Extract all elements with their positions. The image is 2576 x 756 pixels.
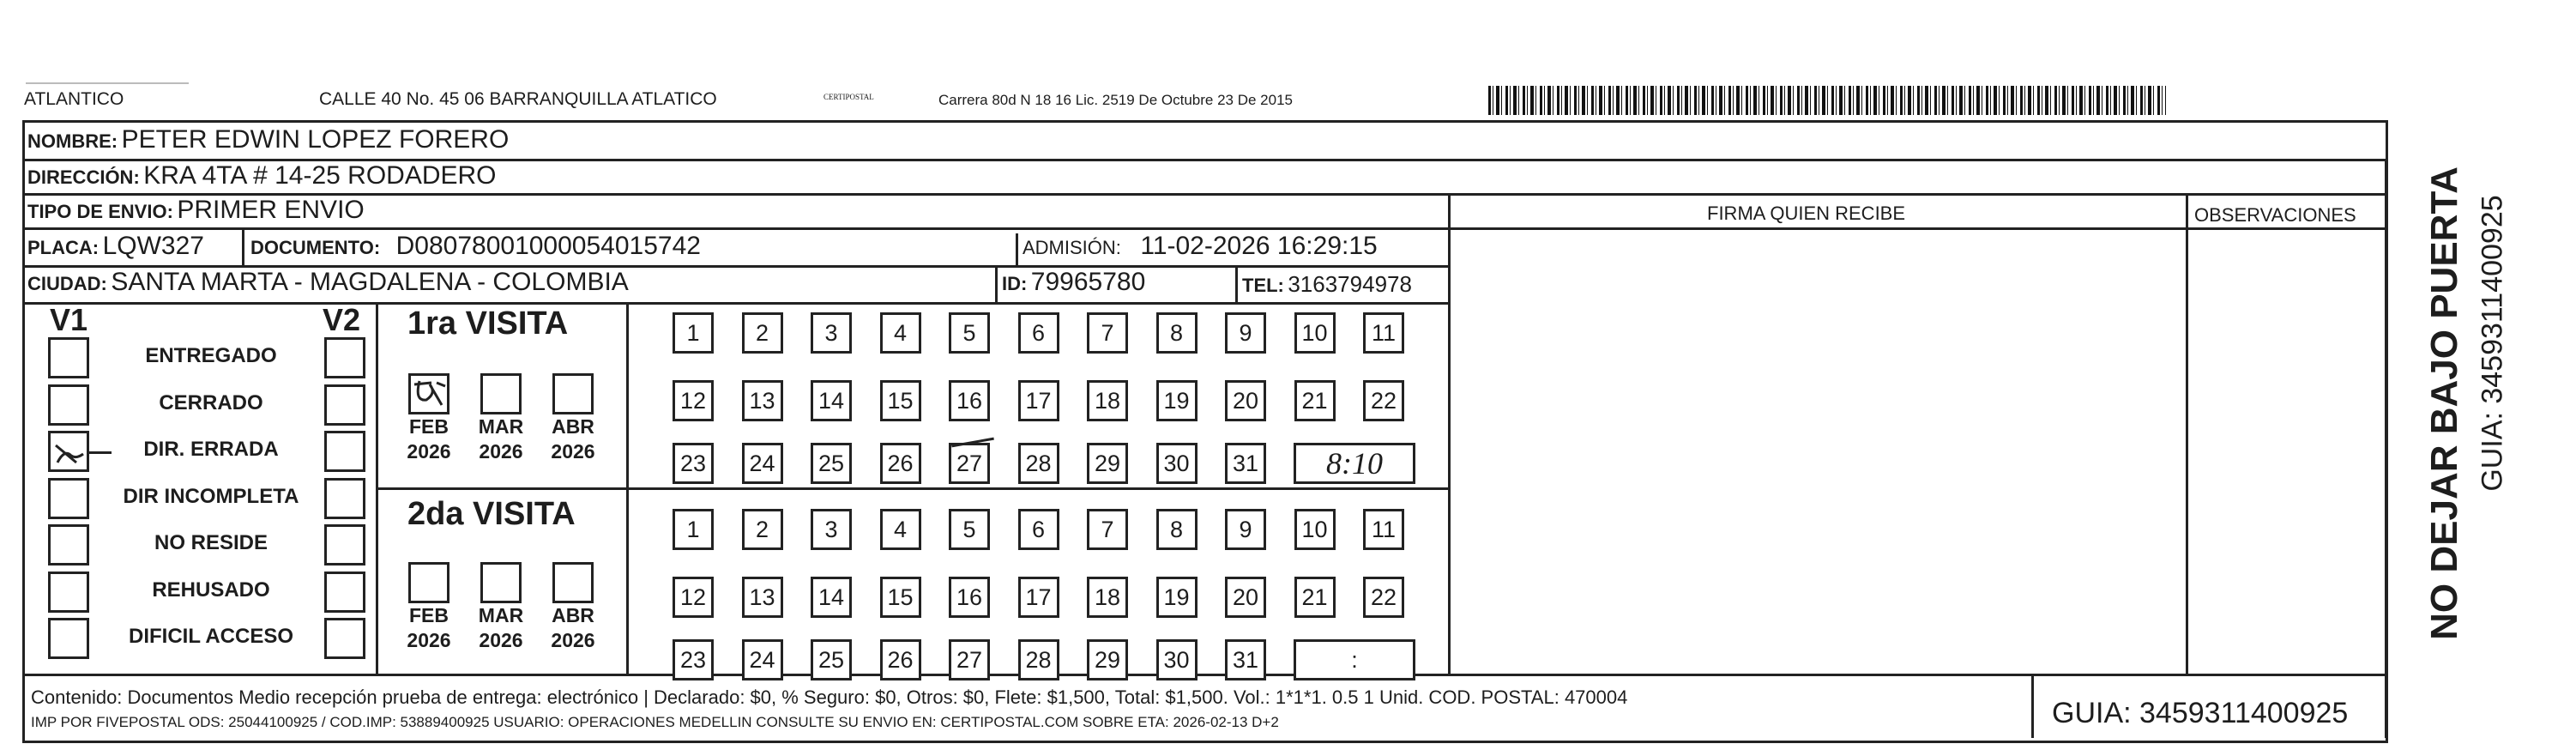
- status-label: ENTREGADO: [145, 344, 277, 367]
- v2-checkbox[interactable]: [324, 524, 365, 565]
- month-name: FEB: [409, 415, 449, 438]
- v2-header: V2: [323, 302, 361, 337]
- day-box[interactable]: 25: [811, 639, 852, 680]
- day-box[interactable]: 29: [1087, 639, 1128, 680]
- region-label: ATLANTICO: [24, 89, 124, 109]
- observaciones-header: OBSERVACIONES: [2194, 204, 2356, 226]
- time-box[interactable]: [1294, 443, 1415, 484]
- day-box[interactable]: 28: [1018, 443, 1059, 484]
- v2-checkbox[interactable]: [324, 478, 365, 519]
- day-box[interactable]: 5: [949, 509, 990, 550]
- status-label: DIR. ERRADA: [143, 438, 279, 461]
- month-year: 2026: [479, 440, 523, 463]
- day-box[interactable]: 15: [880, 577, 921, 618]
- footer-contents: Contenido: Documentos Medio recepción prueba de entrega: electrónico | Declarado: $0, % Seguro: $0, Otros: $0, Flete: $1,500, Total: $1,500. Vol.: 1*1*1. 0.5 1 Unid. COD. POSTAL: 470004: [31, 686, 1628, 708]
- direccion-label: DIRECCIÓN:: [27, 166, 140, 188]
- day-box[interactable]: 8: [1156, 312, 1198, 354]
- day-box[interactable]: 3: [811, 312, 852, 354]
- status-label: REHUSADO: [152, 578, 270, 602]
- time-box[interactable]: [1294, 639, 1415, 680]
- day-box[interactable]: 9: [1225, 509, 1266, 550]
- day-box[interactable]: 12: [673, 380, 714, 421]
- day-box[interactable]: 16: [949, 380, 990, 421]
- month-year: 2026: [551, 440, 595, 463]
- month-checkbox[interactable]: [480, 373, 522, 414]
- day-box[interactable]: 19: [1156, 577, 1198, 618]
- time-placeholder: :: [1351, 646, 1358, 673]
- day-box[interactable]: 26: [880, 443, 921, 484]
- day-box[interactable]: 29: [1087, 443, 1128, 484]
- day-box[interactable]: 17: [1018, 577, 1059, 618]
- month-name: FEB: [409, 604, 449, 626]
- day-box[interactable]: 6: [1018, 312, 1059, 354]
- day-box[interactable]: 22: [1363, 577, 1404, 618]
- v2-checkbox[interactable]: [324, 431, 365, 472]
- header-divider: [26, 82, 189, 84]
- day-box[interactable]: 5: [949, 312, 990, 354]
- day-box[interactable]: 12: [673, 577, 714, 618]
- day-box[interactable]: 13: [742, 577, 783, 618]
- day-box[interactable]: 9: [1225, 312, 1266, 354]
- day-box[interactable]: 2: [742, 312, 783, 354]
- day-box[interactable]: 23: [673, 443, 714, 484]
- certipostal-logo: CERTIPOSTAL: [823, 93, 874, 101]
- v1-checkbox[interactable]: [48, 337, 89, 378]
- placa-value: LQW327: [102, 232, 204, 260]
- visit2-title: 2da VISITA: [407, 496, 576, 532]
- month-name: ABR: [552, 415, 594, 438]
- side-guia: GUIA: 3459311400925: [2476, 195, 2509, 492]
- day-box[interactable]: 21: [1294, 577, 1336, 618]
- day-box[interactable]: 25: [811, 443, 852, 484]
- month-checkbox[interactable]: [408, 373, 449, 414]
- month-label: [475, 414, 527, 464]
- day-box[interactable]: 2: [742, 509, 783, 550]
- tel-value: 3163794978: [1288, 271, 1412, 297]
- day-box[interactable]: 18: [1087, 380, 1128, 421]
- month-checkbox[interactable]: [552, 373, 594, 414]
- day-box[interactable]: 13: [742, 380, 783, 421]
- tipo-envio-value: PRIMER ENVIO: [177, 196, 365, 224]
- admision-value: 11-02-2026 16:29:15: [1140, 232, 1378, 260]
- day-box[interactable]: 18: [1087, 577, 1128, 618]
- day-box[interactable]: 10: [1294, 312, 1336, 354]
- v2-checkbox[interactable]: [324, 384, 365, 426]
- id-value: 79965780: [1030, 268, 1146, 296]
- day-box[interactable]: 10: [1294, 509, 1336, 550]
- day-box[interactable]: 11: [1363, 312, 1404, 354]
- month-year: 2026: [407, 440, 451, 463]
- v1-checkbox[interactable]: [48, 618, 89, 659]
- month-label: [547, 414, 599, 464]
- day-box[interactable]: 28: [1018, 639, 1059, 680]
- v1-checkbox[interactable]: [48, 478, 89, 519]
- month-year: 2026: [407, 629, 451, 651]
- status-label: DIR INCOMPLETA: [123, 484, 299, 508]
- day-box[interactable]: 23: [673, 639, 714, 680]
- tipo-envio-label: TIPO DE ENVIO:: [27, 201, 173, 222]
- month-label: [475, 603, 527, 653]
- month-label: [403, 414, 455, 464]
- v2-checkbox[interactable]: [324, 618, 365, 659]
- day-box[interactable]: 14: [811, 577, 852, 618]
- no-dejar-bajo-puerta: NO DEJAR BAJO PUERTA: [2423, 166, 2465, 640]
- day-box[interactable]: 15: [880, 380, 921, 421]
- tel-label: TEL:: [1242, 275, 1284, 296]
- day-box[interactable]: 17: [1018, 380, 1059, 421]
- barcode: [1488, 86, 2166, 115]
- visit1-title: 1ra VISITA: [407, 305, 569, 342]
- handwritten-time: 8:10: [1326, 446, 1383, 481]
- month-year: 2026: [551, 629, 595, 651]
- day-box[interactable]: 22: [1363, 380, 1404, 421]
- day-box[interactable]: 30: [1156, 639, 1198, 680]
- day-box[interactable]: 4: [880, 509, 921, 550]
- day-box[interactable]: 7: [1087, 312, 1128, 354]
- id-label: ID:: [1002, 273, 1028, 294]
- day-box[interactable]: 27: [949, 639, 990, 680]
- day-box[interactable]: 8: [1156, 509, 1198, 550]
- day-box[interactable]: 14: [811, 380, 852, 421]
- day-box[interactable]: 24: [742, 639, 783, 680]
- day-box[interactable]: 4: [880, 312, 921, 354]
- day-box[interactable]: 19: [1156, 380, 1198, 421]
- day-box[interactable]: 27: [949, 443, 990, 484]
- documento-value: D08078001000054015742: [395, 232, 701, 260]
- day-box[interactable]: 11: [1363, 509, 1404, 550]
- v1-checkbox[interactable]: [48, 431, 89, 472]
- month-name: ABR: [552, 604, 594, 626]
- frame-right-line: [2385, 159, 2387, 738]
- day-box[interactable]: 1: [673, 312, 714, 354]
- day-box[interactable]: 7: [1087, 509, 1128, 550]
- documento-label: DOCUMENTO:: [250, 237, 381, 258]
- day-box[interactable]: 16: [949, 577, 990, 618]
- v1-checkbox[interactable]: [48, 572, 89, 613]
- status-label: DIFICIL ACCESO: [128, 625, 293, 648]
- day-box[interactable]: 24: [742, 443, 783, 484]
- ciudad-label: CIUDAD:: [27, 273, 107, 294]
- nombre-label: NOMBRE:: [27, 130, 118, 152]
- v2-checkbox[interactable]: [324, 572, 365, 613]
- month-label: [403, 603, 455, 653]
- footer-guia: GUIA: 3459311400925: [2052, 697, 2349, 729]
- day-box[interactable]: 6: [1018, 509, 1059, 550]
- direccion-value: KRA 4TA # 14-25 RODADERO: [143, 161, 497, 190]
- month-name: MAR: [478, 604, 524, 626]
- day-box[interactable]: 3: [811, 509, 852, 550]
- v1-checkbox[interactable]: [48, 524, 89, 565]
- v1-header: V1: [50, 302, 88, 337]
- day-box[interactable]: 20: [1225, 380, 1266, 421]
- signature-header: FIRMA QUIEN RECIBE: [1707, 203, 1906, 224]
- month-year: 2026: [479, 629, 523, 651]
- status-label: NO RESIDE: [154, 531, 268, 554]
- v1-checkbox[interactable]: [48, 384, 89, 426]
- admision-label: ADMISIÓN:: [1023, 237, 1121, 258]
- placa-label: PLACA:: [27, 237, 100, 258]
- month-checkbox[interactable]: [552, 562, 594, 603]
- day-box[interactable]: 21: [1294, 380, 1336, 421]
- day-box[interactable]: 31: [1225, 443, 1266, 484]
- sender-address: CALLE 40 No. 45 06 BARRANQUILLA ATLATICO: [319, 89, 717, 109]
- status-label: CERRADO: [159, 390, 263, 414]
- month-checkbox[interactable]: [408, 562, 449, 603]
- license-text: Carrera 80d N 18 16 Lic. 2519 De Octubre 23 De 2015: [938, 92, 1293, 108]
- month-checkbox[interactable]: [480, 562, 522, 603]
- month-name: MAR: [478, 415, 524, 438]
- day-box[interactable]: 31: [1225, 639, 1266, 680]
- day-box[interactable]: 30: [1156, 443, 1198, 484]
- footer-print-info: IMP POR FIVEPOSTAL ODS: 25044100925 / COD.IMP: 53889400925 USUARIO: OPERACIONES MEDELLIN CONSULTE SU ENVIO EN: CERTIPOSTAL.COM SOBRE ETA: 2026-02-13 D+2: [31, 714, 1279, 730]
- day-box[interactable]: 20: [1225, 577, 1266, 618]
- month-label: [547, 603, 599, 653]
- nombre-value: PETER EDWIN LOPEZ FORERO: [121, 125, 510, 154]
- v2-checkbox[interactable]: [324, 337, 365, 378]
- day-box[interactable]: 1: [673, 509, 714, 550]
- ciudad-value: SANTA MARTA - MAGDALENA - COLOMBIA: [111, 268, 629, 296]
- day-box[interactable]: 26: [880, 639, 921, 680]
